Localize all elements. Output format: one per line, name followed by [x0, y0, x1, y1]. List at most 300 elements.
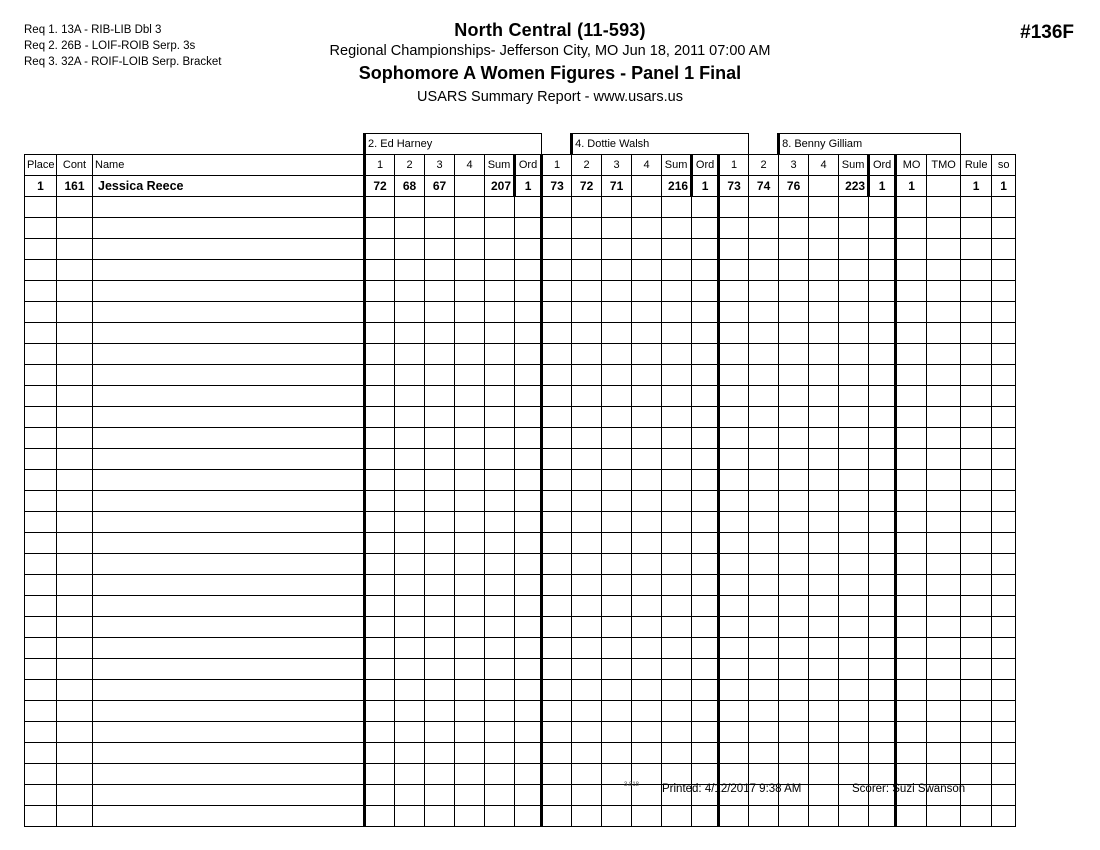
header-name: Name: [93, 155, 365, 176]
cell-empty: [961, 302, 992, 323]
cell-empty: [896, 575, 927, 596]
cell-empty: [961, 533, 992, 554]
table-row-empty[interactable]: [25, 722, 1034, 743]
cell-empty: [365, 428, 395, 449]
cell-empty: [425, 197, 455, 218]
cell-empty: [425, 575, 455, 596]
cell-empty: [896, 638, 927, 659]
cell-empty: [779, 344, 809, 365]
cell-empty: [93, 764, 365, 785]
cell-empty: [572, 239, 602, 260]
spacer-cell: [992, 134, 1016, 155]
cell-empty: [395, 197, 425, 218]
table-row-empty[interactable]: [25, 428, 1034, 449]
table-row-empty[interactable]: [25, 680, 1034, 701]
cell-empty: [869, 344, 896, 365]
table-row-empty[interactable]: [25, 533, 1034, 554]
cell-empty: [572, 785, 602, 806]
cell-empty: [809, 617, 839, 638]
cell-empty: [455, 323, 485, 344]
cell-empty: [572, 344, 602, 365]
cell-empty: [839, 428, 869, 449]
table-row-empty[interactable]: [25, 575, 1034, 596]
cell-empty: [896, 218, 927, 239]
cell-empty: [779, 365, 809, 386]
table-row-empty[interactable]: [25, 386, 1034, 407]
cell-empty: [602, 386, 632, 407]
cell-empty: [425, 323, 455, 344]
cell-empty: [869, 596, 896, 617]
cell-empty: [572, 743, 602, 764]
cell-empty: [425, 365, 455, 386]
cell-empty: [572, 680, 602, 701]
cell-empty: [927, 533, 961, 554]
cell-empty: [425, 701, 455, 722]
cell-empty: [455, 533, 485, 554]
cell-empty: [93, 428, 365, 449]
cell-empty: [749, 407, 779, 428]
cell-empty: [779, 638, 809, 659]
cell-empty: [662, 344, 692, 365]
table-row-empty[interactable]: [25, 638, 1034, 659]
cell-empty: [365, 197, 395, 218]
cell-empty: [992, 554, 1016, 575]
cell-empty: [749, 302, 779, 323]
cell-empty: [425, 407, 455, 428]
cell-empty: [662, 449, 692, 470]
cell-empty: [602, 281, 632, 302]
cell-empty: [93, 449, 365, 470]
cell-empty: [395, 365, 425, 386]
cell-empty: [961, 659, 992, 680]
cell-empty: [869, 218, 896, 239]
table-row-empty[interactable]: [25, 764, 1034, 785]
cell-empty: [425, 218, 455, 239]
cell-empty: [57, 659, 93, 680]
table-row-empty[interactable]: [25, 701, 1034, 722]
cell-empty: [602, 239, 632, 260]
cell-empty: [719, 386, 749, 407]
cell-empty: [719, 260, 749, 281]
cell-empty: [662, 470, 692, 491]
cell-empty: [749, 512, 779, 533]
cell-empty: [992, 281, 1016, 302]
cell-empty: [927, 806, 961, 827]
header-j3-fig1: 1: [719, 155, 749, 176]
cell-empty: [395, 470, 425, 491]
cell-empty: [749, 218, 779, 239]
cell-empty: [809, 575, 839, 596]
cell-empty: [455, 638, 485, 659]
cell-empty: [57, 239, 93, 260]
cell-empty: [961, 785, 992, 806]
cell-empty: [719, 533, 749, 554]
cell-empty: [485, 302, 515, 323]
cell-empty: [572, 260, 602, 281]
table-row-empty[interactable]: [25, 365, 1034, 386]
cell-empty: [896, 428, 927, 449]
cell-mo: 1: [896, 176, 927, 197]
cell-empty: [485, 239, 515, 260]
cell-empty: [869, 806, 896, 827]
cell-empty: [365, 407, 395, 428]
cell-empty: [961, 470, 992, 491]
cell-empty: [542, 428, 572, 449]
cell-empty: [93, 512, 365, 533]
cell-empty: [869, 281, 896, 302]
cell-empty: [425, 491, 455, 512]
cell-empty: [749, 323, 779, 344]
cell-empty: [662, 533, 692, 554]
cell-empty: [365, 323, 395, 344]
cell-empty: [572, 218, 602, 239]
cell-empty: [662, 386, 692, 407]
cell-empty: [485, 197, 515, 218]
cell-empty: [542, 239, 572, 260]
cell-empty: [602, 344, 632, 365]
document-number: #136F: [1020, 22, 1074, 43]
cell-empty: [692, 302, 719, 323]
cell-empty: [927, 197, 961, 218]
cell-empty: [93, 743, 365, 764]
table-row-empty[interactable]: [25, 743, 1034, 764]
cell-empty: [602, 197, 632, 218]
cell-empty: [93, 806, 365, 827]
cell-empty: [839, 533, 869, 554]
cell-empty: [839, 239, 869, 260]
cell-empty: [542, 554, 572, 575]
cell-j1-fig4: [455, 176, 485, 197]
cell-empty: [809, 365, 839, 386]
cell-empty: [749, 743, 779, 764]
cell-empty: [896, 680, 927, 701]
cell-empty: [25, 407, 57, 428]
cell-empty: [365, 491, 395, 512]
cell-empty: [485, 743, 515, 764]
cell-empty: [869, 575, 896, 596]
cell-empty: [692, 764, 719, 785]
cell-empty: [961, 449, 992, 470]
cell-empty: [839, 806, 869, 827]
cell-empty: [662, 806, 692, 827]
cell-empty: [896, 197, 927, 218]
cell-empty: [809, 197, 839, 218]
cell-empty: [542, 764, 572, 785]
cell-empty: [485, 554, 515, 575]
cell-empty: [455, 785, 485, 806]
cell-empty: [632, 554, 662, 575]
cell-empty: [455, 218, 485, 239]
cell-empty: [809, 764, 839, 785]
cell-empty: [57, 743, 93, 764]
cell-empty: [896, 806, 927, 827]
cell-empty: [719, 596, 749, 617]
table-row-empty[interactable]: [25, 659, 1034, 680]
cell-empty: [869, 533, 896, 554]
cell-empty: [572, 323, 602, 344]
cell-empty: [779, 449, 809, 470]
cell-empty: [515, 407, 542, 428]
cell-empty: [515, 554, 542, 575]
cell-empty: [455, 386, 485, 407]
cell-empty: [365, 785, 395, 806]
table-row-empty[interactable]: [25, 281, 1034, 302]
cell-empty: [485, 428, 515, 449]
cell-empty: [515, 281, 542, 302]
cell-empty: [455, 281, 485, 302]
cell-empty: [719, 449, 749, 470]
cell-empty: [57, 365, 93, 386]
cell-empty: [515, 260, 542, 281]
cell-empty: [455, 491, 485, 512]
cell-empty: [395, 260, 425, 281]
cell-empty: [809, 344, 839, 365]
cell-empty: [869, 701, 896, 722]
cell-empty: [961, 701, 992, 722]
cell-empty: [455, 743, 485, 764]
cell-empty: [779, 554, 809, 575]
cell-empty: [809, 449, 839, 470]
cell-empty: [632, 680, 662, 701]
table-row-empty[interactable]: [25, 407, 1034, 428]
cell-empty: [961, 617, 992, 638]
cell-empty: [896, 659, 927, 680]
cell-empty: [809, 281, 839, 302]
cell-empty: [927, 764, 961, 785]
cell-empty: [485, 323, 515, 344]
table-row-empty[interactable]: [25, 617, 1034, 638]
cell-empty: [662, 239, 692, 260]
cell-empty: [542, 806, 572, 827]
cell-empty: [395, 575, 425, 596]
cell-empty: [572, 638, 602, 659]
cell-empty: [719, 764, 749, 785]
table-row-empty[interactable]: [25, 491, 1034, 512]
cell-empty: [927, 680, 961, 701]
cell-empty: [57, 617, 93, 638]
cell-empty: [632, 218, 662, 239]
cell-j1-ord: 1: [515, 176, 542, 197]
cell-empty: [365, 638, 395, 659]
cell-empty: [425, 428, 455, 449]
cell-empty: [692, 512, 719, 533]
cell-empty: [749, 722, 779, 743]
cell-empty: [365, 533, 395, 554]
cell-empty: [365, 386, 395, 407]
cell-empty: [749, 659, 779, 680]
cell-empty: [632, 470, 662, 491]
cell-empty: [365, 701, 395, 722]
table-row-empty[interactable]: [25, 470, 1034, 491]
cell-empty: [515, 680, 542, 701]
cell-empty: [365, 659, 395, 680]
cell-empty: [992, 365, 1016, 386]
cell-empty: [395, 806, 425, 827]
cell-empty: [809, 785, 839, 806]
cell-empty: [749, 680, 779, 701]
cell-empty: [896, 344, 927, 365]
table-row-empty[interactable]: [25, 218, 1034, 239]
cell-empty: [992, 407, 1016, 428]
cell-empty: [692, 344, 719, 365]
cell-empty: [93, 575, 365, 596]
table-row-empty[interactable]: [25, 512, 1034, 533]
cell-empty: [395, 701, 425, 722]
cell-empty: [542, 701, 572, 722]
cell-empty: [602, 218, 632, 239]
header-j3-fig2: 2: [749, 155, 779, 176]
cell-empty: [57, 302, 93, 323]
cell-empty: [869, 764, 896, 785]
cell-empty: [395, 617, 425, 638]
cell-empty: [572, 449, 602, 470]
cell-empty: [961, 512, 992, 533]
cell-empty: [515, 659, 542, 680]
cell-empty: [365, 281, 395, 302]
cell-empty: [692, 239, 719, 260]
cell-empty: [57, 701, 93, 722]
cell-empty: [485, 575, 515, 596]
cell-empty: [485, 617, 515, 638]
cell-empty: [749, 764, 779, 785]
form-code: 3.818: [624, 782, 640, 788]
table-row-empty[interactable]: [25, 806, 1034, 827]
cell-empty: [93, 470, 365, 491]
cell-empty: [662, 722, 692, 743]
cell-empty: [57, 407, 93, 428]
judge-3-label: 8. Benny Gilliam: [779, 134, 961, 155]
cell-empty: [749, 575, 779, 596]
cell-empty: [839, 302, 869, 323]
cell-empty: [839, 491, 869, 512]
cell-empty: [749, 596, 779, 617]
cell-empty: [719, 197, 749, 218]
cell-empty: [365, 764, 395, 785]
cell-empty: [365, 239, 395, 260]
cell-empty: [485, 533, 515, 554]
cell-empty: [425, 344, 455, 365]
cell-empty: [515, 428, 542, 449]
cell-empty: [515, 302, 542, 323]
cell-empty: [927, 302, 961, 323]
cell-empty: [896, 512, 927, 533]
cell-empty: [485, 659, 515, 680]
cell-empty: [57, 533, 93, 554]
cell-empty: [455, 575, 485, 596]
cell-empty: [961, 344, 992, 365]
table-row-empty[interactable]: [25, 302, 1034, 323]
spacer-cell: [1028, 134, 1034, 155]
cell-empty: [927, 575, 961, 596]
cell-empty: [542, 407, 572, 428]
cell-empty: [25, 449, 57, 470]
table-row-empty[interactable]: [25, 323, 1034, 344]
cell-empty: [455, 407, 485, 428]
cell-empty: [961, 743, 992, 764]
cell-empty: [365, 743, 395, 764]
cell-empty: [839, 323, 869, 344]
cell-empty: [779, 512, 809, 533]
cell-empty: [542, 659, 572, 680]
cell-empty: [809, 239, 839, 260]
cell-empty: [839, 638, 869, 659]
cell-empty: [572, 701, 602, 722]
cell-empty: [749, 491, 779, 512]
cell-empty: [572, 554, 602, 575]
cell-empty: [809, 638, 839, 659]
cell-empty: [809, 743, 839, 764]
cell-empty: [25, 386, 57, 407]
table-row-empty[interactable]: [25, 344, 1034, 365]
cell-empty: [57, 449, 93, 470]
cell-empty: [632, 617, 662, 638]
cell-empty: [602, 722, 632, 743]
cell-empty: [809, 260, 839, 281]
cell-empty: [515, 449, 542, 470]
cell-empty: [395, 659, 425, 680]
cell-empty: [57, 638, 93, 659]
cell-empty: [395, 596, 425, 617]
cell-empty: [927, 722, 961, 743]
cell-empty: [602, 260, 632, 281]
judge-2-label: 4. Dottie Walsh: [572, 134, 749, 155]
cell-empty: [365, 575, 395, 596]
cell-empty: [927, 638, 961, 659]
cell-empty: [25, 260, 57, 281]
cell-empty: [839, 260, 869, 281]
cell-empty: [992, 764, 1016, 785]
cell-empty: [896, 470, 927, 491]
cell-empty: [542, 617, 572, 638]
cell-empty: [779, 470, 809, 491]
column-header-row: [25, 155, 1034, 176]
cell-empty: [57, 722, 93, 743]
table-row-empty[interactable]: [25, 554, 1034, 575]
cell-empty: [25, 617, 57, 638]
report-label: USARS Summary Report - www.usars.us: [417, 89, 683, 105]
cell-empty: [869, 386, 896, 407]
cell-empty: [809, 428, 839, 449]
cell-empty: [719, 491, 749, 512]
cell-j3-fig3: 76: [779, 176, 809, 197]
cell-empty: [992, 428, 1016, 449]
cell-empty: [515, 764, 542, 785]
table-row-empty[interactable]: [25, 260, 1034, 281]
cell-empty: [542, 785, 572, 806]
cell-empty: [455, 344, 485, 365]
table-row-empty[interactable]: [25, 449, 1034, 470]
cell-empty: [25, 302, 57, 323]
table-row[interactable]: [25, 176, 1034, 197]
table-row-empty[interactable]: [25, 197, 1034, 218]
cell-empty: [779, 491, 809, 512]
cell-empty: [602, 365, 632, 386]
cell-empty: [809, 407, 839, 428]
cell-empty: [25, 365, 57, 386]
table-row-empty[interactable]: [25, 239, 1034, 260]
cell-empty: [779, 596, 809, 617]
cell-empty: [455, 659, 485, 680]
cell-empty: [839, 281, 869, 302]
cell-empty: [455, 596, 485, 617]
cell-empty: [779, 197, 809, 218]
cell-empty: [57, 197, 93, 218]
cell-empty: [425, 260, 455, 281]
table-row-empty[interactable]: [25, 596, 1034, 617]
cell-empty: [93, 533, 365, 554]
cell-empty: [961, 365, 992, 386]
cell-empty: [515, 386, 542, 407]
